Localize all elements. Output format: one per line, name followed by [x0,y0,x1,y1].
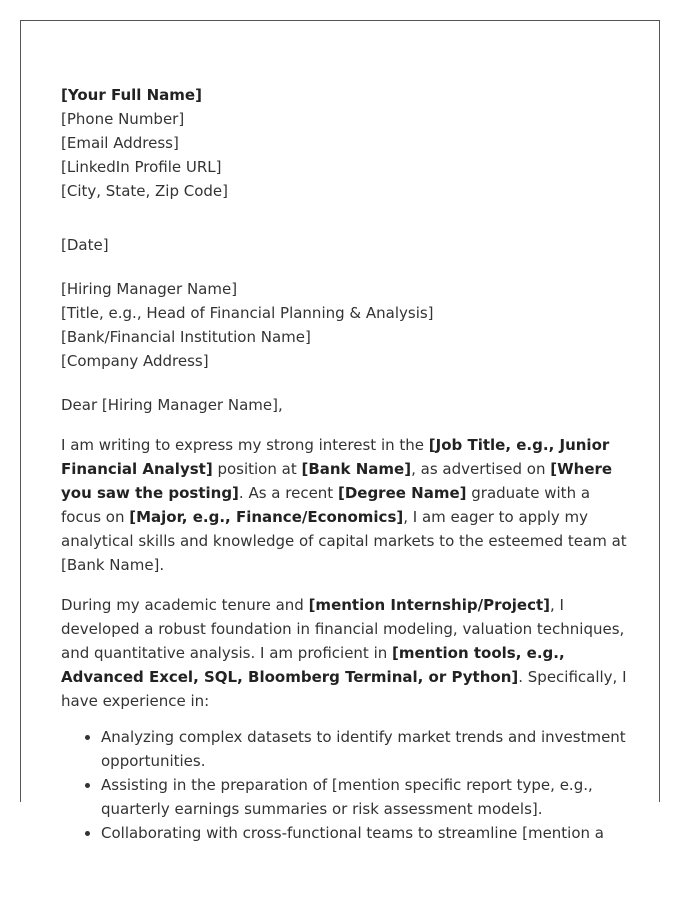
letter-page [20,20,660,842]
recipient-block [61,277,629,373]
recipient-address: [Company Address] [61,352,209,370]
recipient-institution: [Bank/Financial Institution Name] [61,328,311,346]
sender-name: [Your Full Name] [61,86,202,104]
salutation: Dear [Hiring Manager Name], [61,396,283,414]
paragraph-intro: I am writing to express my strong interest in the [Job Title, e.g., Junior Financial Analyst] position at [Bank Name], as advertised on [Where you saw the posting]. As a recent [Degree Name] graduate with a focus on [Major, e.g., Finance/Economics], I am eager to apply my analytical skills and knowledge of capital markets to the esteemed team at [Bank Name]. [61,436,627,574]
sender-linkedin: [LinkedIn Profile URL] [61,158,222,176]
letter-content [61,83,629,845]
sender-block [61,83,629,203]
experience-list [61,725,629,845]
paragraph-experience: During my academic tenure and [mention Internship/Project], I developed a robust foundation in financial modeling, valuation techniques, and quantitative analysis. I am proficient in [mention tools, e.g., Advanced Excel, SQL, Bloomberg Terminal, or Python]. Specifically, I have experience in: [61,596,627,710]
sender-phone: [Phone Number] [61,110,185,128]
list-item: • Collaborating with cross-functional teams to streamline [mention a [101,821,629,845]
recipient-name: [Hiring Manager Name] [61,280,238,298]
sender-email: [Email Address] [61,134,179,152]
list-item: • Analyzing complex datasets to identify market trends and investment opportunities. [101,725,629,773]
sender-city: [City, State, Zip Code] [61,182,229,200]
list-item: • Assisting in the preparation of [mention specific report type, e.g., quarterly earnings summaries or risk assessment models]. [101,773,629,821]
letter-date: [Date] [61,236,109,254]
recipient-title: [Title, e.g., Head of Financial Planning & Analysis] [61,304,434,322]
